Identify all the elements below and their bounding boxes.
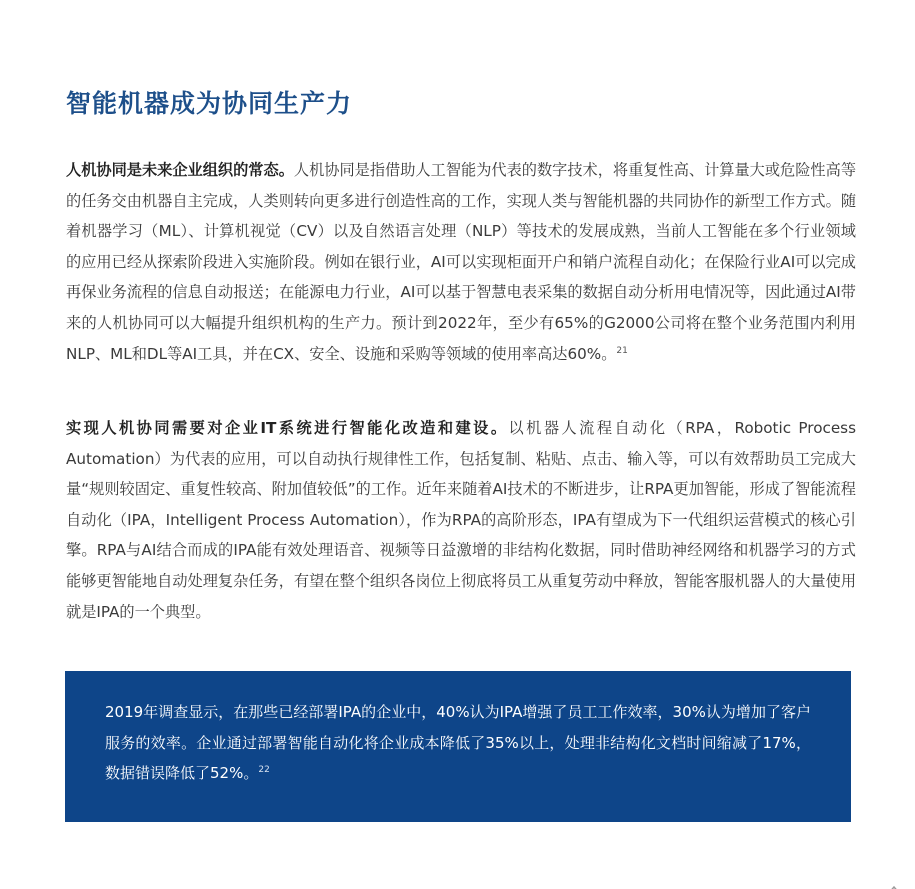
paragraph-lead: 实现人机协同需要对企业IT系统进行智能化改造和建设。	[66, 419, 509, 437]
section-heading: 智能机器成为协同生产力	[66, 89, 353, 118]
footnote-ref: 22	[258, 765, 270, 775]
corner-decoration-icon	[887, 879, 901, 889]
callout-text: 2019年调查显示，在那些已经部署IPA的企业中，40%认为IPA增强了员工工作效率，30%认为增加了客户服务的效率。企业通过部署智能自动化将企业成本降低了35%以上，处理非结构化文档时间缩减了17%，数据错误降低了52%。	[105, 703, 811, 782]
paragraph-it-system-upgrade	[66, 413, 856, 627]
callout-text-block	[105, 697, 811, 789]
paragraph-human-machine-collaboration	[66, 155, 856, 369]
paragraph-body: 以机器人流程自动化（RPA，Robotic Process Automation）为代表的应用，可以自动执行规律性工作，包括复制、粘贴、点击、输入等，可以有效帮助员工完成大量“规则较固定、重复性较高、附加值较低”的工作。近年来随着AI技术的不断进步，让RPA更加智能，形成了智能流程自动化（IPA，Intelligent Process Automation），作为RPA的高阶形态，IPA有望成为下一代组织运营模式的核心引擎。RPA与AI结合而成的IPA能有效处理语音、视频等日益激增的非结构化数据，同时借助神经网络和机器学习的方式能够更智能地自动处理复杂任务，有望在整个组织各岗位上彻底将员工从重复劳动中释放，智能客服机器人的大量使用就是IPA的一个典型。	[66, 419, 857, 621]
statistics-callout-box	[65, 671, 851, 822]
paragraph-body: 人机协同是指借助人工智能为代表的数字技术，将重复性高、计算量大或危险性高等的任务交由机器自主完成，人类则转向更多进行创造性高的工作，实现人类与智能机器的共同协作的新型工作方式。随着机器学习（ML）、计算机视觉（CV）以及自然语言处理（NLP）等技术的发展成熟，当前人工智能在多个行业领域的应用已经从探索阶段进入实施阶段。例如在银行业，AI可以实现柜面开户和销户流程自动化；在保险行业AI可以完成再保业务流程的信息自动报送；在能源电力行业，AI可以基于智慧电表采集的数据自动分析用电情况等，因此通过AI带来的人机协同可以大幅提升组织机构的生产力。预计到2022年，至少有65%的G2000公司将在整个业务范围内利用NLP、ML和DL等AI工具，并在CX、安全、设施和采购等领域的使用率高达60%。	[66, 161, 857, 363]
footnote-ref: 21	[616, 345, 628, 356]
paragraph-lead: 人机协同是未来企业组织的常态。	[66, 161, 294, 179]
